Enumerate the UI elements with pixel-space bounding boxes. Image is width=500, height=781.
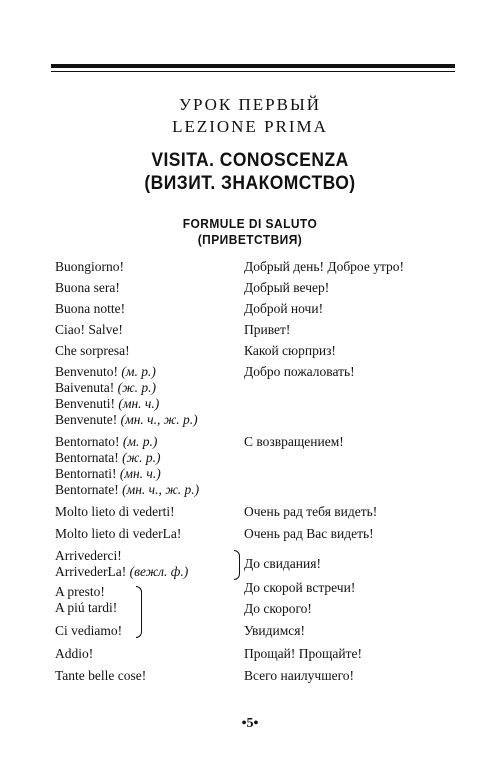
phrase-word: Bentornato! — [55, 434, 120, 449]
phrase-it — [55, 434, 157, 450]
phrase-it: Tante belle cose! — [55, 668, 147, 683]
phrase-it: Ci vediamo! — [55, 623, 123, 638]
phrase-it: Addio! — [55, 646, 94, 661]
section-title-ru: (ПРИВЕТСТВИЯ) — [197, 232, 303, 247]
phrase-word: Benvenuti! — [55, 396, 115, 411]
phrase-it — [55, 482, 199, 498]
phrase-ru: Прощай! Прощайте! — [244, 646, 362, 661]
phrase-it — [55, 364, 156, 380]
phrase-it: A piú tardi! — [55, 600, 118, 615]
grammar-note: (мн. ч., ж. р.) — [120, 412, 198, 427]
phrase-it — [55, 380, 156, 396]
phrase-it: Buona sera! — [55, 280, 120, 295]
section-title-it: FORMULE DI SALUTO — [182, 216, 318, 231]
phrase-ru: Привет! — [244, 322, 291, 337]
phrase-ru: Добро пожаловать! — [244, 364, 355, 379]
phrase-word: ArrivederLa! — [55, 564, 127, 579]
grammar-note: (мн. ч., ж. р.) — [122, 482, 200, 497]
phrase-it — [55, 466, 161, 482]
phrase-it: Buona notte! — [55, 301, 126, 316]
brace — [234, 550, 240, 580]
phrase-it: Buongiorno! — [55, 259, 124, 274]
phrase-it: Molto lieto di vederLa! — [55, 526, 182, 541]
phrase-ru: Всего наилучшего! — [244, 668, 355, 683]
phrase-it: A presto! — [55, 584, 105, 599]
phrase-ru: С возвращением! — [244, 434, 344, 449]
phrase-it — [55, 396, 159, 412]
phrase-ru: Доброй ночи! — [244, 301, 324, 316]
phrase-ru: Увидимся! — [244, 623, 305, 638]
phrase-word: Bentornate! — [55, 482, 119, 497]
topic-title-ru: (ВИЗИТ. ЗНАКОМСТВО) — [144, 173, 356, 194]
grammar-note: (ж. р.) — [122, 450, 161, 465]
phrase-ru: До скорой встречи! — [244, 580, 356, 595]
phrase-it: Arrivederci! — [55, 548, 122, 563]
phrase-word: Baivenuta! — [55, 380, 115, 395]
grammar-note: (м. р.) — [122, 434, 158, 449]
grammar-note: (мн. ч.) — [118, 396, 160, 411]
header-rule-thick — [51, 64, 455, 68]
phrase-word: Benvenute! — [55, 412, 118, 427]
header-rule-thin — [51, 71, 455, 72]
phrase-it — [55, 450, 161, 466]
phrase-ru: Очень рад Вас видеть! — [244, 526, 374, 541]
phrase-ru: До свидания! — [244, 556, 321, 571]
phrase-it: Che sorpresa! — [55, 343, 130, 358]
phrase-word: Bentornati! — [55, 466, 117, 481]
phrase-it — [55, 564, 188, 580]
phrase-it — [55, 412, 198, 428]
phrase-ru: Какой сюрприз! — [244, 343, 336, 358]
phrase-it: Ciao! Salve! — [55, 322, 123, 337]
phrase-word: Bentornata! — [55, 450, 119, 465]
lesson-title-ru: УРОК ПЕРВЫЙ — [178, 95, 322, 114]
page-number: •5• — [241, 716, 259, 731]
phrase-it: Molto lieto di vederti! — [55, 504, 175, 519]
grammar-note: (ж. р.) — [117, 380, 157, 395]
topic-title-it: VISITA. CONOSCENZA — [151, 150, 349, 171]
phrase-ru: Добрый вечер! — [244, 280, 330, 295]
grammar-note: (м. р.) — [121, 364, 156, 379]
phrase-ru: Добрый день! Доброе утро! — [244, 259, 405, 274]
brace — [136, 586, 142, 638]
grammar-note: (мн. ч.) — [119, 466, 161, 481]
lesson-title-it: LEZIONE PRIMA — [172, 117, 328, 136]
grammar-note: (вежл. ф.) — [129, 564, 189, 579]
phrase-ru: До скорого! — [244, 601, 312, 616]
phrase-ru: Очень рад тебя видеть! — [244, 504, 378, 519]
phrase-word: Benvenuto! — [55, 364, 118, 379]
